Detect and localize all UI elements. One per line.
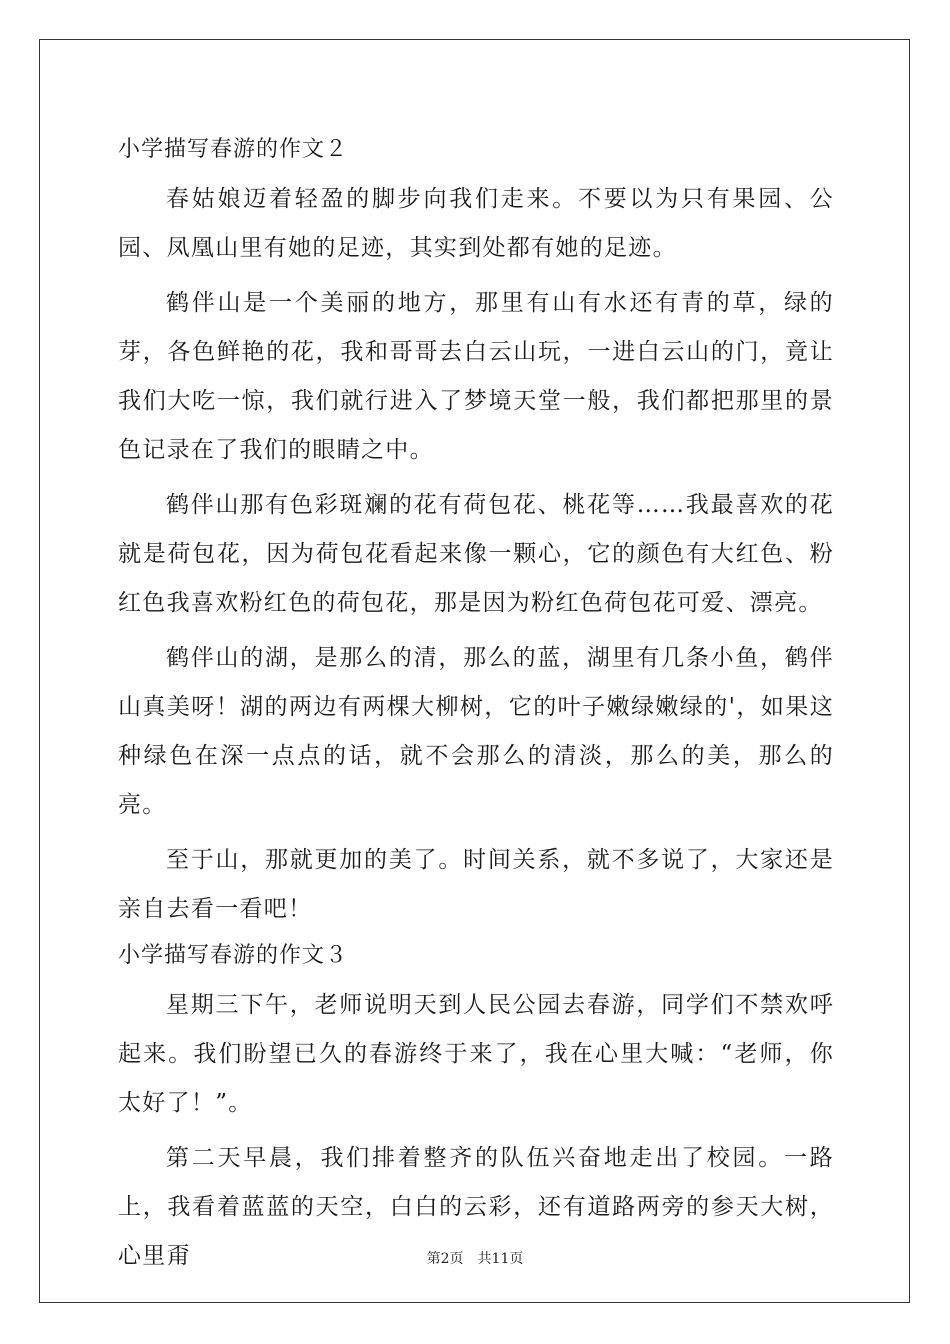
paragraph: 鹤伴山那有色彩斑斓的花有荷包花、桃花等……我最喜欢的花就是荷包花，因为荷包花看起来像一颗心，它的颜色有大红色、粉红色我喜欢粉红色的荷包花，那是因为粉红色荷包花可爱、漂亮。 bbox=[118, 492, 834, 616]
page-number: 第2页 bbox=[426, 1251, 464, 1267]
page-footer bbox=[0, 1248, 950, 1268]
paragraph: 至于山，那就更加的美了。时间关系，就不多说了，大家还是亲自去看一看吧！ bbox=[118, 847, 834, 922]
page-total: 共11页 bbox=[477, 1251, 524, 1267]
paragraph: 鹤伴山是一个美丽的地方，那里有山有水还有青的草，绿的芽，各色鲜艳的花，我和哥哥去白云山玩，一进白云山的门，竟让我们大吃一惊，我们就行进入了梦境天堂一般，我们都把那里的景色记录在了我们的眼睛之中。 bbox=[118, 290, 834, 463]
document-body bbox=[118, 128, 834, 1281]
paragraph: 鹤伴山的湖，是那么的清，那么的蓝，湖里有几条小鱼，鹤伴山真美呀！湖的两边有两棵大柳树，它的叶子嫩绿嫩绿的'，如果这种绿色在深一点点的话，就不会那么的清淡，那么的美，那么的亮。 bbox=[118, 645, 834, 818]
paragraph: 第二天早晨，我们排着整齐的队伍兴奋地走出了校园。一路上，我看着蓝蓝的天空，白白的云彩，还有道路两旁的参天大树，心里甭 bbox=[118, 1145, 834, 1269]
paragraph: 春姑娘迈着轻盈的脚步向我们走来。不要以为只有果园、公园、凤凰山里有她的足迹，其实到处都有她的足迹。 bbox=[118, 186, 834, 261]
section-heading: 小学描写春游的作文３ bbox=[118, 943, 349, 968]
section-heading: 小学描写春游的作文２ bbox=[118, 137, 349, 162]
paragraph: 星期三下午，老师说明天到人民公园去春游，同学们不禁欢呼起来。我们盼望已久的春游终于来了，我在心里大喊：“老师，你太好了！”。 bbox=[118, 992, 834, 1116]
